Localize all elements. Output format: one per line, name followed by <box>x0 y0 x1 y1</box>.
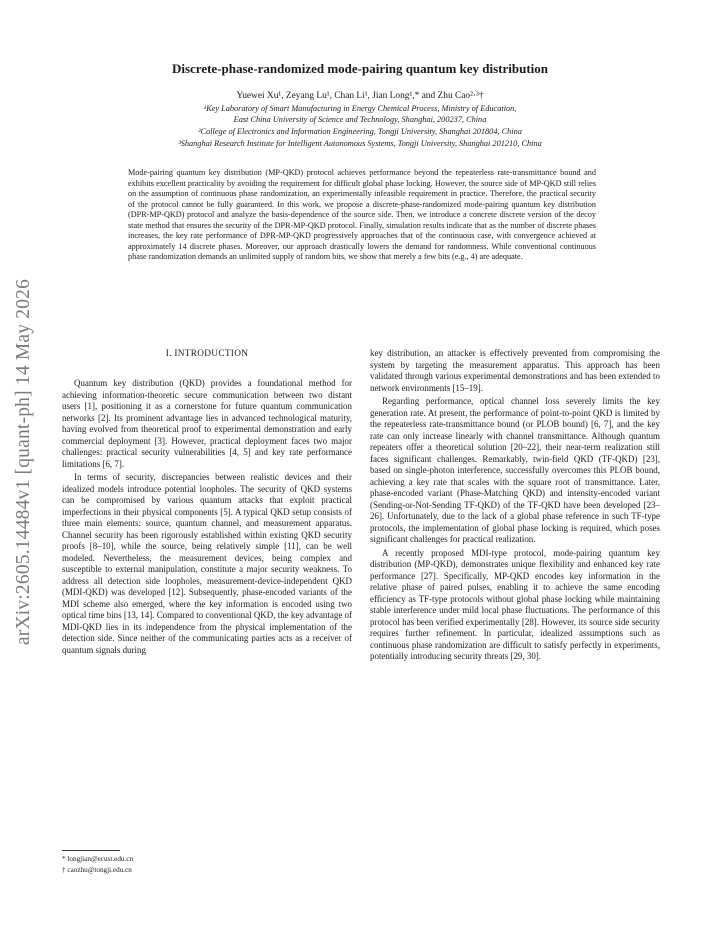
section-heading: I. INTRODUCTION <box>165 349 249 359</box>
affiliation-line: ¹Key Laboratory of Smart Manufacturing in Energy Chemical Process, Ministry of Education, <box>203 104 517 113</box>
arxiv-identifier <box>4 252 44 672</box>
paragraph: Regarding performance, optical channel loss severely limits the key generation rate. At present, the performance of point-to-point QKD is limited by the repeaterless rate-transmittance bound (or PLOB bound) [6, 7], and the key rate can only increase linearly with channel transmittance. Although quantum repeaters offer a theoretical solution [20–22], their near-term realization still faces significant challenges. Remarkably, twin-field QKD (TF-QKD) [23], based on single-photon interference, successfully overcomes this PLOB bound, achieving a key rate that scales with the square root of transmittance. Later, phase-encoded variant (Phase-Matching QKD) and intensity-encoded variant (Sending-or-Not-Sending TF-QKD) of the TF-QKD have been developed [23–26]. Unfortunately, due to the lack of a global phase reference in such TF-type protocols, the implementation of global phase locking is required, which poses significant challenges for practical realization. <box>370 396 660 544</box>
footnote-email[interactable]: * longjian@ecust.edu.cn <box>62 855 134 863</box>
abstract: Mode-pairing quantum key distribution (MP-QKD) protocol achieves performance beyond the repeaterless rate-transmittance bound and exhibits excellent practicality by avoiding the requirement for difficult global phase locking. However, the source side of MP-QKD still relies on the assumption of continuous phase randomization, an experimentally infeasible requirement in practice. Therefore, the practical security of the protocol cannot be fully guaranteed. In this work, we propose a discrete-phase-randomized mode-pairing quantum key distribution (DPR-MP-QKD) protocol and analyze the basis-dependence of the source side. Then, we introduce a concrete discrete version of the decoy state method that ensures the security of the DPR-MP-QKD protocol. Finally, simulation results indicate that as the number of discrete phases increases, the key rate performance of DPR-MP-QKD progressively approaches that of the continuous case, with convergence achieved at approximately 14 discrete phases. Moreover, our approach drastically lowers the demand for randomness. While conventional continuous phase randomization demands an unlimited supply of random bits, we show that merely a few bits (e.g., 4) are adequate. <box>128 168 596 261</box>
paragraph: key distribution, an attacker is effectively prevented from compromising the system by targeting the measurement apparatus. This approach has been validated through various experimental demonstrations and has been extended to network environments [15–19]. <box>370 348 660 393</box>
paragraph: In terms of security, discrepancies between realistic devices and their idealized models introduce potential loopholes. The security of QKD systems can be compromised by various quantum attacks that exploit practical imperfections in their physical components [5]. A typical QKD setup consists of three main elements: source, quantum channel, and measurement apparatus. Channel security has been rigorously established within existing QKD security proofs [8–10], while the source, being relatively simple [11], can be well modeled. Nevertheless, the measurement devices, being complex and susceptible to external manipulation, constitute a major security weakness. To address all detection side loopholes, measurement-device-independent QKD (MDI-QKD) was developed [12]. Subsequently, phase-encoded variants of the MDI scheme also emerged, where the key information is encoded using two optical time bins [13, 14]. Compared to conventional QKD, the key advantage of MDI-QKD lies in its independence from the physical implementation of the detection side. Since neither of the communicating parties acts as a receiver of quantum signals during <box>62 472 352 655</box>
affiliation-line: East China University of Science and Technology, Shanghai, 200237, China <box>233 115 487 124</box>
author-list: Yuewei Xu¹, Zeyang Lu¹, Chan Li¹, Jian Long¹,* and Zhu Cao²·³† <box>236 91 484 101</box>
affiliation-line: ³Shanghai Research Institute for Intelligent Autonomous Systems, Tongji University, Shanghai 201210, China <box>178 139 542 148</box>
arxiv-identifier-text: arXiv:2605.14484v1 [quant-ph] 14 May 2026 <box>13 278 34 646</box>
footnote-email[interactable]: † caozhu@tongji.edu.cn <box>62 866 132 874</box>
paragraph: Quantum key distribution (QKD) provides a foundational method for achieving information-theoretic secure communication between two distant users [1], positioning it as a cornerstone for future quantum communication networks [2]. Its prominent advantage lies in advanced technological maturity, having evolved from theoretical proof to experimental demonstration and early commercial deployment [3]. However, practical deployment faces two major challenges: practical security vulnerabilities [4, 5] and key rate performance limitations [6, 7]. <box>62 378 352 469</box>
right-column <box>370 348 660 663</box>
paragraph: A recently proposed MDI-type protocol, mode-pairing quantum key distribution (MP-QKD), demonstrates unique flexibility and enhanced key rate performance [27]. Specifically, MP-QKD encodes key information in the relative phase of paired pulses, enabling it to achieve the same encoding efficiency as TF-type protocols without global phase locking while maintaining stable interference under mild local phase fluctuations. The performance of this protocol has been verified experimentally [28]. However, its source side security requires further refinement. In particular, idealized assumptions such as continuous phase randomization are difficult to satisfy perfectly in experiments, potentially introducing security threats [29, 30]. <box>370 547 660 661</box>
affiliation-line: ²College of Electronics and Information Engineering, Tongji University, Shanghai 201804, China <box>198 127 522 136</box>
footnote-rule <box>62 850 120 851</box>
paper-title: Discrete-phase-randomized mode-pairing quantum key distribution <box>171 61 549 76</box>
left-column <box>62 378 352 656</box>
